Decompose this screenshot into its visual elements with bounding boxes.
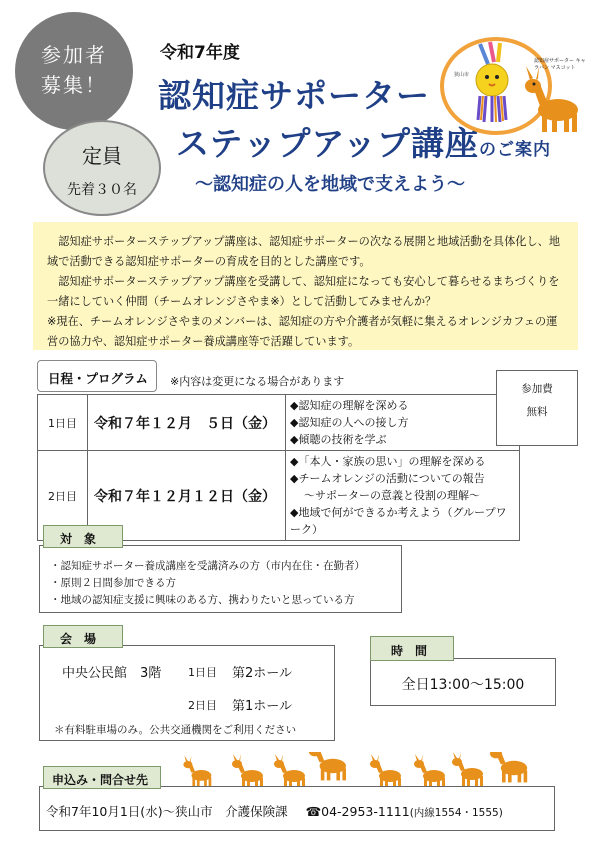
intro-paragraph-1: 認知症サポーターステップアップ講座は、認知症サポーターの次なる展開と地域活動を具体化し、地域で活動できる認知症サポーターの育成を目的とした講座です。	[47, 235, 561, 268]
list-item: ◆地域で何ができるか考えよう（グループワーク）	[290, 506, 507, 536]
list-item: 〜サポーターの意義と役割の理解〜	[304, 489, 480, 502]
day2-program	[286, 451, 520, 541]
tab-time: 時 間	[370, 636, 454, 661]
venue-day1-room: 第2ホール	[232, 666, 293, 681]
tab-venue: 会 場	[43, 625, 123, 648]
venue-note: ＊有料駐車場のみ。公共交通機関をご利用ください	[54, 724, 297, 736]
list-item: ◆「本人・家族の思い」の理解を深める	[290, 455, 486, 468]
contact-date-office: 令和7年10月1日(水)〜狭山市 介護保険課	[46, 804, 288, 819]
recruit-badge	[15, 12, 133, 130]
title-main: ステップアップ講座	[176, 124, 480, 163]
day2-date: 令和７年１２月１２日（金）	[88, 451, 286, 541]
list-item: ◆傾聴の技術を学ぶ	[290, 433, 387, 446]
fee-box	[496, 370, 578, 446]
contact-ext: (内線1554・1555)	[409, 807, 503, 819]
intro-box	[33, 222, 578, 350]
schedule-table	[37, 394, 520, 541]
intro-note: ※現在、チームオレンジさやまのメンバーは、認知症の方や介護者が気軽に集えるオレンジカフェの運営の協力や、認知症サポーター養成講座等で活躍しています。	[47, 315, 558, 348]
recruit-line2: 募集！	[41, 73, 107, 97]
venue-day1-label: 1日目	[188, 666, 217, 679]
time-box	[370, 658, 556, 706]
venue-day2-label: 2日目	[188, 699, 217, 712]
day1-date: 令和７年１２月 ５日（金）	[88, 395, 286, 451]
list-item: ・地域の認知症支援に興味のある方、携わりたいと思っている方	[50, 594, 355, 606]
list-item: ・認知症サポーター養成講座を受講済みの方（市内在住・在勤者）	[50, 560, 365, 572]
contact-phone: ☎04-2953-1111	[305, 804, 410, 819]
target-box	[39, 545, 402, 613]
day1-label: 1日目	[38, 395, 88, 451]
capacity-label: 定員	[82, 144, 122, 168]
page-subtitle: 〜認知症の人を地域で支えよう〜	[195, 174, 465, 195]
svg-text:狭山市: 狭山市	[454, 72, 470, 78]
contact-text	[46, 802, 503, 820]
list-item: ◆認知症の理解を深める	[290, 399, 409, 412]
capacity-value: 先着３０名	[67, 182, 137, 198]
list-item: ◆認知症の人への接し方	[290, 416, 409, 429]
fee-value: 無料	[526, 406, 548, 418]
donkey-decoration	[178, 752, 558, 786]
mascot-caption: 認知症サポーター キャラバン マスコット	[534, 58, 586, 71]
list-item: ◆チームオレンジの活動についての報告	[290, 472, 485, 485]
donkey-row-image	[178, 752, 558, 786]
tab-contact: 申込み・問合せ先	[43, 766, 161, 789]
year-label: 令和7年度	[160, 43, 240, 63]
venue-day2-room: 第1ホール	[232, 699, 293, 714]
schedule-note: ※内容は変更になる場合があります	[170, 375, 345, 388]
day2-label: 2日目	[38, 451, 88, 541]
table-row	[38, 395, 520, 451]
day1-program	[286, 395, 520, 451]
contact-box	[39, 786, 555, 831]
time-value: 全日13:00〜15:00	[401, 677, 525, 693]
mascot-illustration	[440, 34, 588, 136]
recruit-line1: 参加者	[41, 43, 107, 67]
tab-target: 対 象	[43, 525, 123, 548]
capacity-badge	[43, 120, 161, 216]
page-title-line1: 認知症サポーター	[158, 76, 430, 115]
fee-label: 参加費	[521, 383, 553, 395]
mascot-image	[440, 34, 588, 136]
venue-box	[39, 645, 335, 741]
venue-place: 中央公民館 3階	[62, 666, 162, 681]
tab-schedule: 日程・プログラム	[37, 360, 157, 392]
title-suffix: のご案内	[479, 140, 552, 160]
list-item: ・原則２日間参加できる方	[50, 577, 176, 589]
intro-paragraph-2: 認知症サポーターステップアップ講座を受講して、認知症になっても安心して暮らせるまちづくりを一緒にしていく仲間（チームオレンジさやま※）として活動してみませんか？	[47, 275, 560, 308]
